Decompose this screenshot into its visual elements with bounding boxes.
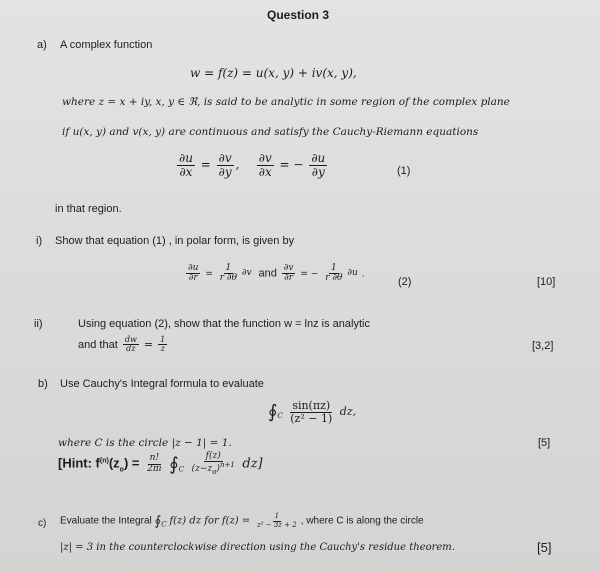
part-ii-text: Using equation (2), show that the function w = lnz is analytic bbox=[78, 318, 370, 330]
part-c-statement: Evaluate the Integral $∮_C$ f(z) dz for f(z) = $\frac{1}{\text{z² − 3z + 2}}$ , where C is along the circle bbox=[60, 512, 424, 529]
equation-number-2: (2) bbox=[398, 276, 412, 288]
part-a-label: a) bbox=[37, 39, 47, 51]
circle-definition: where C is the circle |z − 1| = 1. bbox=[58, 437, 232, 449]
part-b-text: Use Cauchy's Integral formula to evaluate bbox=[60, 378, 264, 390]
part-c-label: c) bbox=[38, 518, 47, 529]
part-c-line2: |z| = 3 in the counterclockwise direction using the Cauchy's residue theorem. bbox=[60, 542, 455, 553]
part-ii-label: ii) bbox=[34, 318, 43, 330]
part-ii-marks: [3,2] bbox=[532, 340, 554, 352]
region-text: in that region. bbox=[55, 203, 122, 215]
function-equation: w = f(z) = u(x, y) + iv(x, y), bbox=[190, 66, 357, 80]
hint-formula: [Hint: $f^{(n)}(z_o)$ = $\frac{n!}{2\pi i}$ $∮_C$ $\frac{f(z)}{(z-z_o)^{n+1}}$ dz] bbox=[58, 451, 263, 477]
derivative-statement: and that $\frac{dw}{dz}$ = $\frac{1}{z}$ bbox=[78, 335, 166, 354]
analytic-definition: where z = x + iy, x, y ∈ ℜ, is said to be analytic in some region of the complex plane bbox=[62, 96, 510, 108]
part-i-label: i) bbox=[36, 235, 43, 247]
part-a-intro: A complex function bbox=[60, 39, 153, 51]
cauchy-integral: $∮_C$ $\frac{\sin(\pi z)}{\text{(z² − 1)}}$ dz, bbox=[268, 399, 357, 425]
equation-number-1: (1) bbox=[397, 165, 411, 177]
part-b-marks: [5] bbox=[538, 437, 551, 449]
cr-condition-text: if u(x, y) and v(x, y) are continuous and satisfy the Cauchy-Riemann equations bbox=[62, 126, 479, 138]
part-b-label: b) bbox=[38, 378, 48, 390]
part-c-marks: [5] bbox=[537, 540, 552, 555]
cauchy-riemann-equations: $\frac{\partial u}{\partial x}$ = $\frac{\partial v}{\partial y}$ , $\frac{\partial v}{\partial x}$ = − $\frac{\partial u}{\partial y}$ bbox=[179, 151, 326, 179]
question-title: Question 3 bbox=[267, 8, 330, 22]
part-i-text: Show that equation (1) , in polar form, is given by bbox=[55, 235, 295, 247]
polar-cr-equations: $\frac{\partial u}{\partial r}$ = $\frac{1}{r \partial\theta}$ ∂v and $\frac{\partial v}{\partial r}$ = − $\frac{1}{r \partial\theta}$ ∂u . bbox=[188, 263, 365, 284]
part-i-marks: [10] bbox=[537, 276, 556, 288]
